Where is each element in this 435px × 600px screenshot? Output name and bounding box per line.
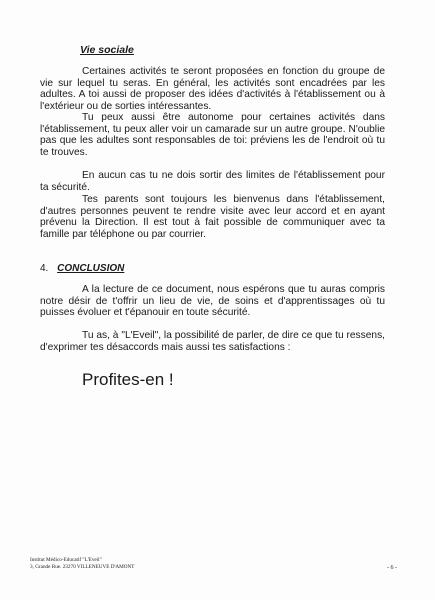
footer-address: 3, Grande Rue. 23270 VILLENEUVE D'AMONT: [30, 564, 135, 570]
paragraph-safety: En aucun cas tu ne dois sortir des limites de l'établissement pour ta sécurité.: [40, 170, 385, 193]
paragraph-conclusion-reading: A la lecture de ce document, nous espérons que tu auras compris notre désir de t'offrir un lieu de vie, de soins et d'apprentissages où tu puisses évoluer et t'épanouir en toute sécurité.: [40, 284, 385, 319]
page-number: - 6 -: [387, 565, 397, 571]
section-number: 4.: [40, 263, 49, 274]
paragraph-activities: Certaines activités te seront proposées en fonction du groupe de vie sur lequel tu seras. En général, les activités sont encadrées par les adultes. A toi aussi de proposer des idées d'activités à l'établissement ou à l'extérieur ou de sorties intéressantes.: [40, 66, 385, 112]
section-heading-conclusion: [40, 263, 124, 274]
paragraph-conclusion-speak: Tu as, à "L'Eveil", la possibilité de parler, de dire ce que tu ressens, d'exprimer tes désaccords mais aussi tes satisfactions :: [40, 330, 385, 353]
footer-institution: Institut Médico-Educatif "L'Eveil": [30, 557, 102, 563]
paragraph-parents: Tes parents sont toujours les bienvenus dans l'établissement, d'autres personnes peuvent te rendre visite avec leur accord et en ayant prévenu la Direction. Il est tout à fait possible de communiquer avec ta famille par téléphone ou par courrier.: [40, 194, 385, 240]
paragraph-autonomy: Tu peux aussi être autonome pour certaines activités dans l'établissement, tu peux aller voir un camarade sur un autre groupe. N'oublie pas que les adultes sont responsables de toi: préviens les de l'endroit où tu te trouves.: [40, 112, 385, 158]
section-title-conclusion: CONCLUSION: [57, 263, 125, 274]
closing-statement: Profites-en !: [82, 370, 174, 389]
page-footer: [30, 557, 410, 571]
section-title-vie-sociale: Vie sociale: [80, 44, 134, 56]
